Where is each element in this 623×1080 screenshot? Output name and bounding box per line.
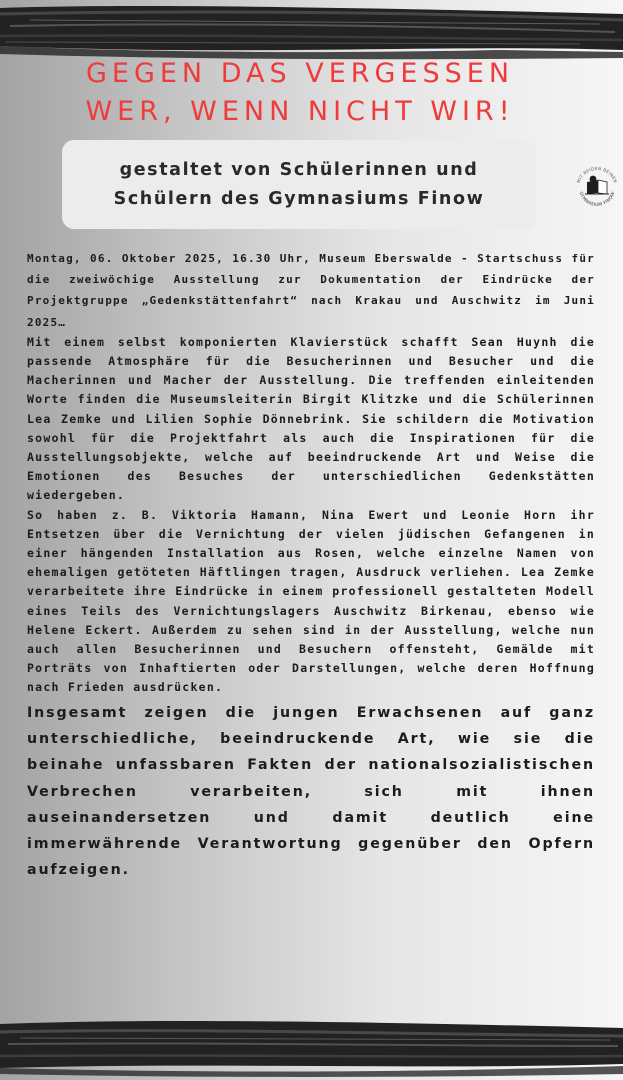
article-paragraph-4: Insgesamt zeigen die jungen Erwachsenen auf ganz unterschiedliche, beeindruckende Art, wie sie die beinahe unfassbaren Fakten der nationalsozialistischen Verbrechen verarbeiten, sich mit ihnen auseinandersetzen und damit deutlich eine immerwährende Verantwortung gegenüber den Opfern aufzeigen. xyxy=(27,704,595,879)
subtitle-line-1: gestaltet von Schülerinnen und xyxy=(119,159,479,180)
subtitle-box xyxy=(62,140,536,229)
headline-line-1: GEGEN DAS VERGESSEN xyxy=(85,58,515,89)
headline-line-2: WER, WENN NICHT WIR! xyxy=(85,96,515,127)
article-body xyxy=(27,248,595,884)
subtitle-line-2: Schülern des Gymnasiums Finow xyxy=(113,188,485,209)
logo-bottom-text: GYMNASIUM FINOW xyxy=(577,191,617,209)
article-paragraph-1: Montag, 06. Oktober 2025, 16.30 Uhr, Museum Eberswalde - Startschuss für die zweiwöchige Ausstellung zur Dokumentation der Eindrücke der Projektgruppe „Gedenkstättenfahrt“ nach Krakau und Auschwitz im Juni 2025… xyxy=(27,252,595,329)
school-logo-icon xyxy=(571,160,623,212)
brush-stroke-top xyxy=(0,0,623,66)
logo-top-text: MIT BEIDEN BEINEN xyxy=(575,165,619,184)
brush-stroke-bottom xyxy=(0,1012,623,1080)
article-paragraph-2: Mit einem selbst komponierten Klavierstück schafft Sean Huynh die passende Atmosphäre für die Besucherinnen und Besucher und die Macherinnen und Macher der Ausstellung. Die treffenden einleitenden Worte finden die Museumsleiterin Birgit Klitzke und die Schülerinnen Lea Zemke und Lilien Sophie Dönnebrink. Sie schildern die Motivation sowohl für die Projektfahrt als auch die Inspirationen für die Ausstellungsobjekte, welche auf beeindruckende Art und Weise die Emotionen des Besuches der unterschiedlichen Gedenkstätten wiedergeben. xyxy=(27,334,595,503)
article-paragraph-3: So haben z. B. Viktoria Hamann, Nina Ewert und Leonie Horn ihr Entsetzen über die Vernichtung der vielen jüdischen Gefangenen in einer hängenden Installation aus Rosen, welche einzelne Namen von ehemaligen getöteten Häftlingen tragen, Ausdruck verliehen. Lea Zemke verarbeitete ihre Eindrücke in einem professionell gestalteten Modell eines Teils des Vernichtungslagers Auschwitz Birkenau, ebenso wie Helene Eckert. Außerdem zu sehen sind in der Ausstellung, welche nun auch allen Besucherinnen und Besuchern offensteht, Gemälde mit Porträts von Inhaftierten oder Darstellungen, welche deren Hoffnung nach Frieden ausdrücken. xyxy=(27,507,595,695)
